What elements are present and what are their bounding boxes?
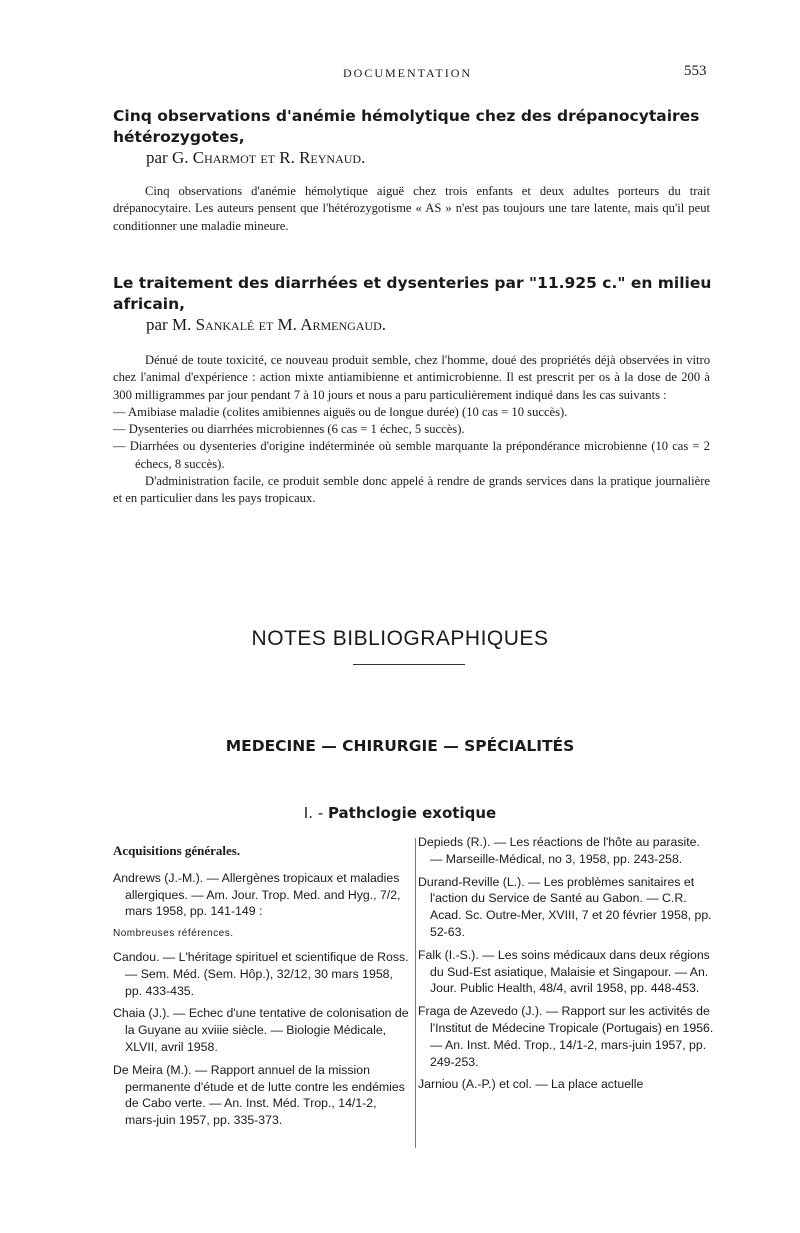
article2-item-1: — Amibiase maladie (colites amibiennes aiguës ou de longue durée) (10 cas = 10 succès). — [113, 404, 568, 419]
bib-entry: Chaia (J.). — Echec d'une tentative de colonisation de la Guyane au xviiie siècle. — Biologie Médicale, XLVII, avril 1958. — [113, 1006, 409, 1054]
bibliography-right-column — [418, 834, 715, 1099]
bib-entry: Fraga de Azevedo (J.). — Rapport sur les activités de l'Institut de Médecine Tropicale (Portugais) en 1956. — An. Inst. Méd. Trop., 14/1-2, mars-juin 1957, pp. 249-253. — [418, 1004, 714, 1069]
subsection-title — [0, 804, 800, 822]
article1-authors: G. Charmot et R. Reynaud. — [171, 148, 366, 167]
bibliography-left-column — [113, 843, 410, 1135]
bib-entry: Andrews (J.-M.). — Allergènes tropicaux et maladies allergiques. — Am. Jour. Trop. Med. and Hyg., 7/2, mars 1958, pp. 141-149 : — [113, 870, 401, 919]
article2-authors: M. Sankalé et M. Armengaud. — [171, 315, 387, 334]
notes-title: NOTES BIBLIOGRAPHIQUES — [251, 627, 549, 650]
running-title: DOCUMENTATION — [343, 66, 473, 80]
bib-entry: Candou. — L'héritage spirituel et scientifique de Ross. — Sem. Méd. (Sem. Hôp.), 32/12, 30 mars 1958, pp. 433-435. — [113, 949, 409, 998]
page-header — [0, 63, 800, 86]
subsection-label: Pathclogie exotique — [327, 804, 497, 822]
byline-prefix: par — [146, 148, 172, 167]
article2-byline — [146, 315, 386, 335]
article1-byline — [146, 148, 365, 168]
bib-entry: Jarniou (A.-P.) et col. — La place actuelle — [418, 1077, 644, 1092]
article2-title: Le traitement des diarrhées et dysenteries par "11.925 c." en milieu africain, — [113, 274, 712, 313]
bib-entry: Falk (I.-S.). — Les soins médicaux dans deux régions du Sud-Est asiatique, Malaisie et Singapour. — An. Jour. Public Health, 48/4, avril 1958, pp. 448-453. — [418, 947, 710, 996]
bib-entry: Durand-Reville (L.). — Les problèmes sanitaires et l'action du Service de Santé au Gabon. — C.R. Acad. Sc. Outre-Mer, XVIII, 7 et 20 février 1958, pp. 52-63. — [418, 874, 712, 939]
article1-body — [113, 183, 710, 235]
article2-paragraph-2: D'administration facile, ce produit semble donc appelé à rendre de grands services dans la pratique journalière et en particulier dans les pays tropicaux. — [113, 474, 710, 506]
article1-title: Cinq observations d'anémie hémolytique chez des drépanocytaires hétérozygotes, — [113, 107, 700, 146]
title-rule — [353, 664, 465, 665]
byline-prefix: par — [146, 315, 172, 334]
bib-entry: De Meira (M.). — Rapport annuel de la mission permanente d'étude et de lutte contre les endémies de Cabo verte. — An. Inst. Méd. Trop., 14/1-2, mars-juin 1957, pp. 335-373. — [113, 1062, 405, 1128]
article2-paragraph-1: Dénué de toute toxicité, ce nouveau produit semble, chez l'homme, doué des propriétés déjà observées in vitro chez l'animal d'expérience : action mixte antiamibienne et antimicrobienne. Il est prescrit per os à la dose de 200 à 300 milligrammes par jour pendant 7 à 10 jours et nous a paru particulièrement indiqué dans les cas suivants : — [113, 353, 710, 402]
column-heading: Acquisitions générales. — [113, 843, 241, 858]
bib-entry-note: Nombreuses références. — [113, 928, 234, 940]
page-number: 553 — [684, 63, 707, 79]
subsection-number: I. - — [303, 804, 324, 822]
column-divider — [415, 838, 416, 1148]
article2-item-3: — Diarrhées ou dysenteries d'origine indéterminée où semble marquante la prépondérance microbienne (10 cas = 2 échecs, 8 succès). — [113, 439, 710, 471]
article1-paragraph: Cinq observations d'anémie hémolytique aiguë chez trois enfants et deux adultes porteurs du trait drépanocytaire. Les auteurs pensent que l'hétérozygotisme « AS » n'est pas toujours une tare latente, mais qu'il peut conditionner une maladie mineure. — [113, 184, 710, 233]
bib-entry: Depieds (R.). — Les réactions de l'hôte au parasite. — Marseille-Médical, no 3, 1958, pp. 243-258. — [418, 835, 700, 866]
section-title: MEDECINE — CHIRURGIE — SPÉCIALITÉS — [225, 737, 575, 755]
article2-body — [113, 352, 710, 508]
article2-item-2: — Dysenteries ou diarrhées microbiennes (6 cas = 1 échec, 5 succès). — [113, 422, 465, 437]
